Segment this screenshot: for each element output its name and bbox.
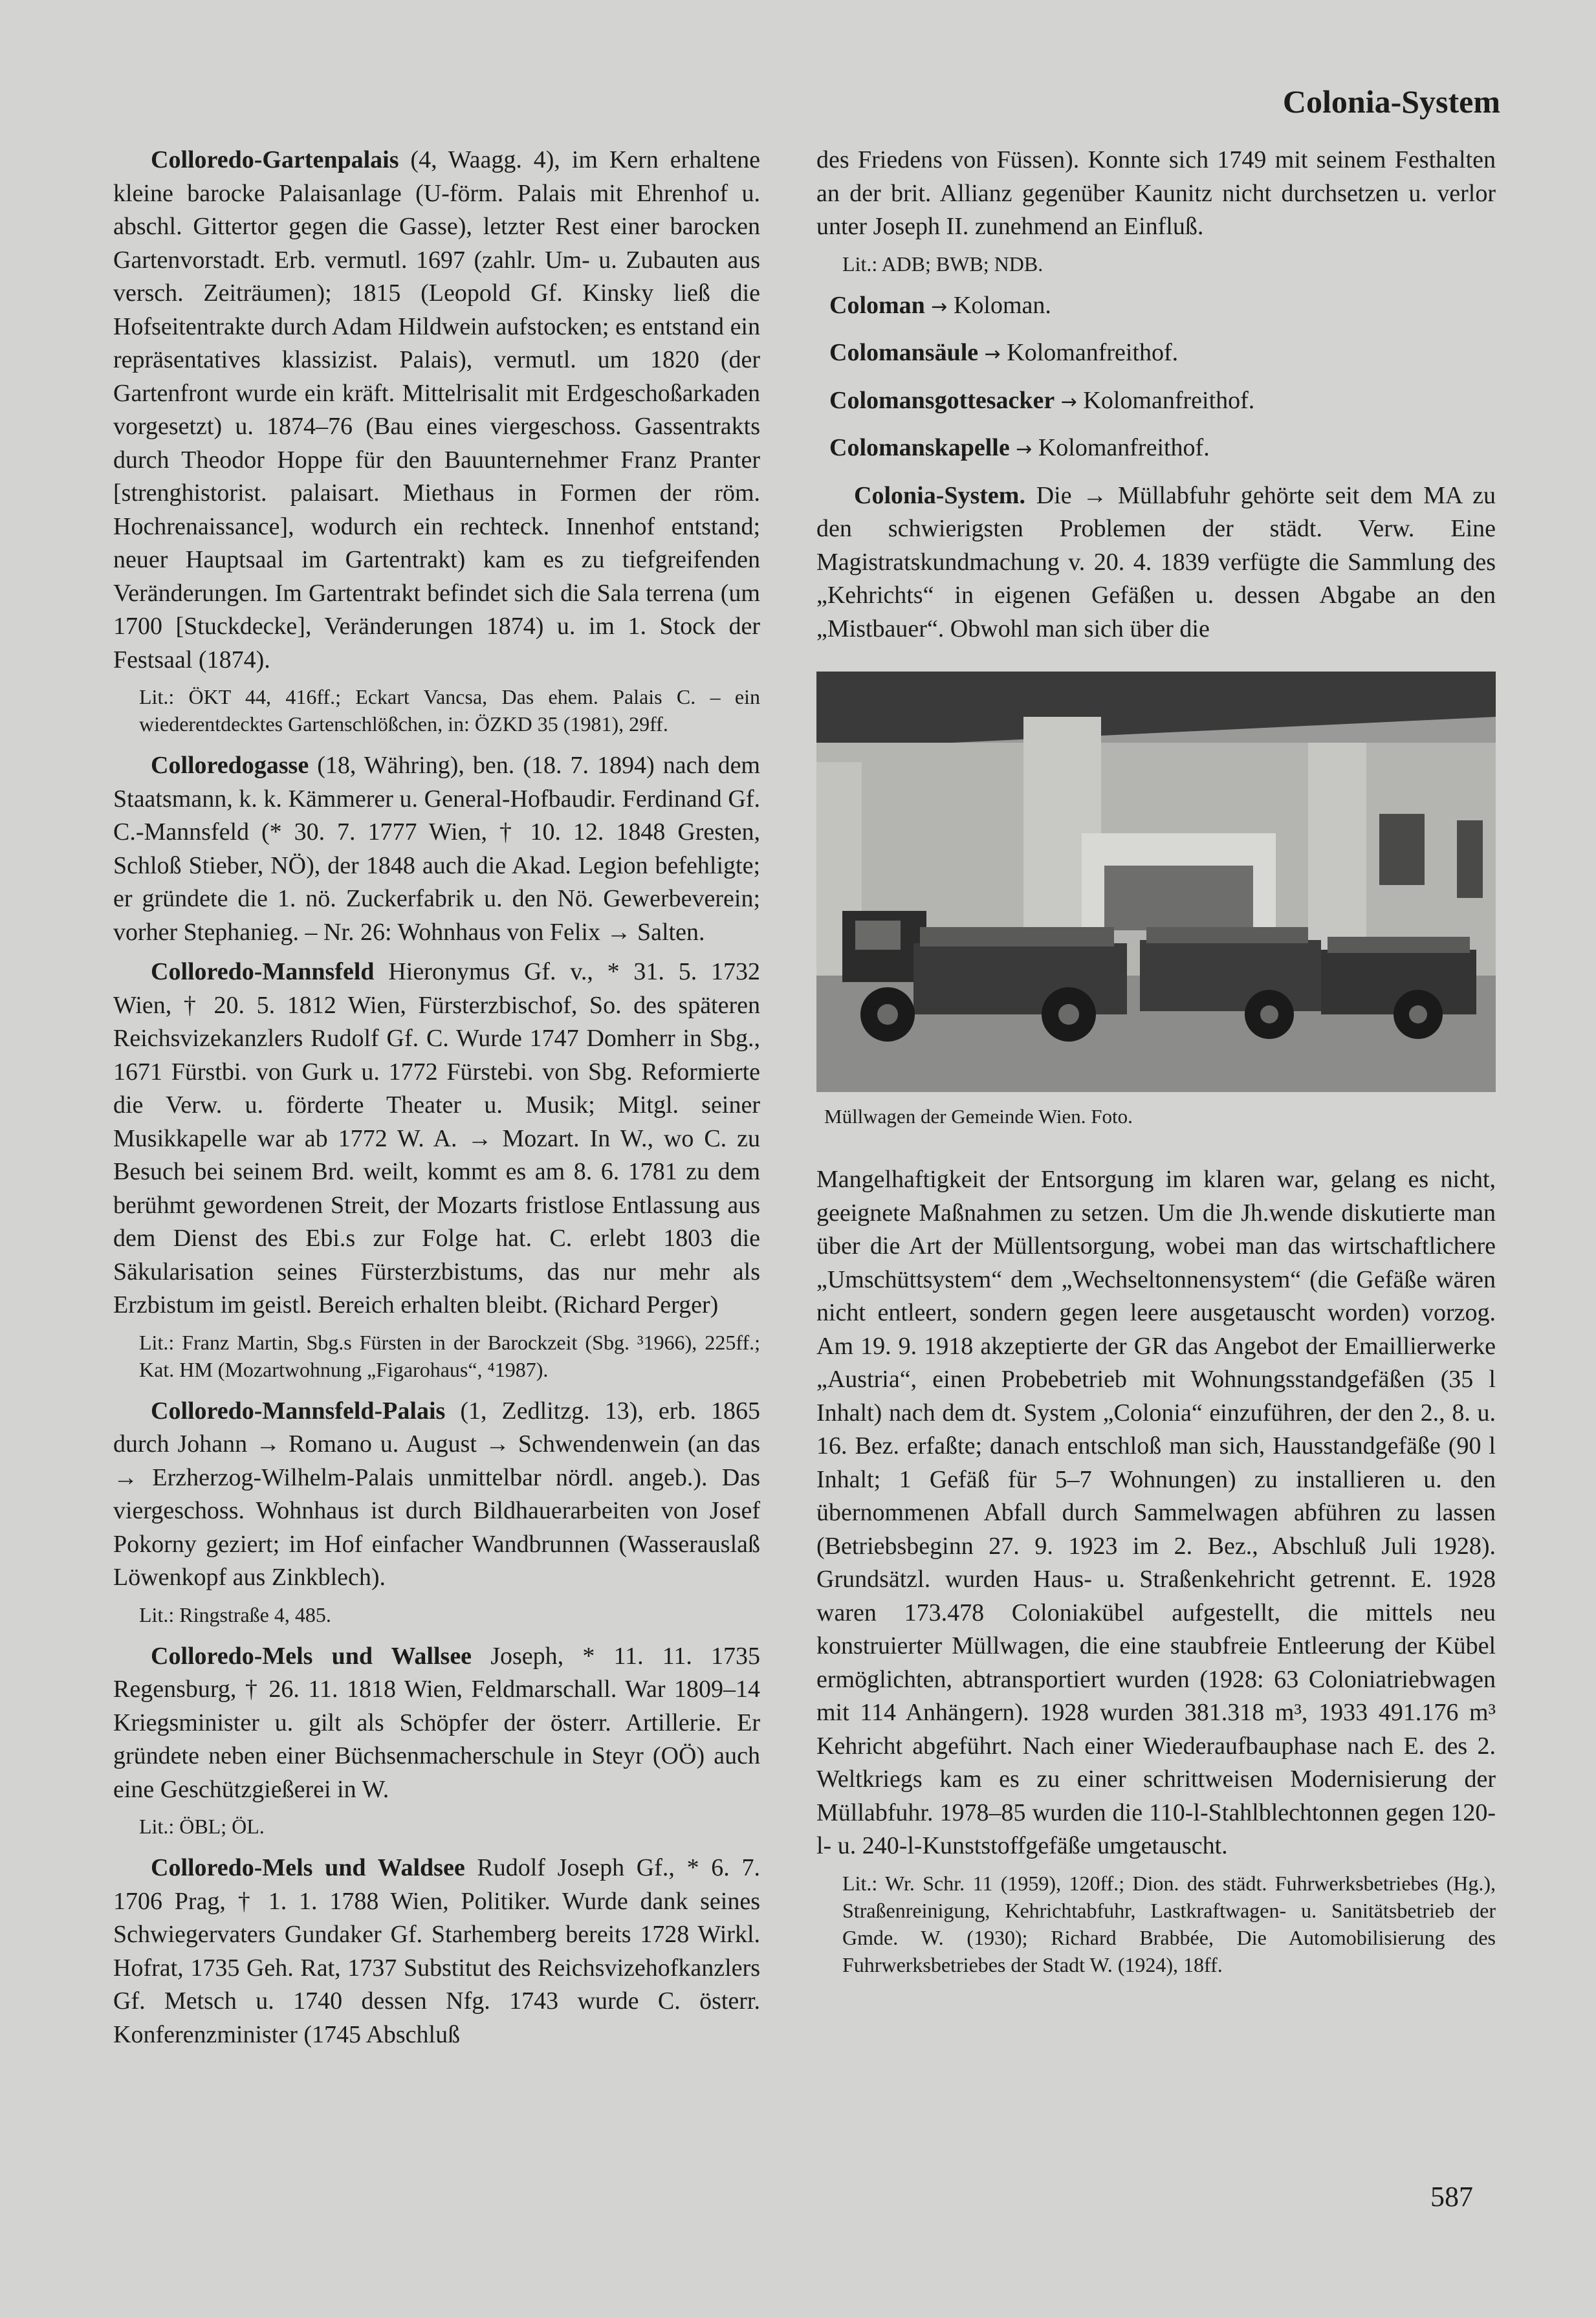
xref-target: Kolomanfreithof. — [1038, 434, 1210, 461]
arrow-icon: → — [984, 343, 1001, 366]
entry-colonia-system — [816, 479, 1496, 646]
literature-note: Lit.: Wr. Schr. 11 (1959), 120ff.; Dion. des städt. Fuhrwerksbetriebes (Hg.), Straßenreinigung, Kehrichtabfuhr, Lastkraftwagen- u. Sanitätsbetrieb der Gmde. W. (1930); Richard Brabbée, Die Automobilisierung des Fuhrwerksbetriebes der Stadt W. (1924), 18ff. — [842, 1871, 1496, 1976]
garbage-truck-photo — [816, 672, 1496, 1092]
entry-head: Colloredogasse — [151, 752, 309, 779]
literature-note: Lit.: Franz Martin, Sbg.s Fürsten in der Barockzeit (Sbg. ³1966), 225ff.; Kat. HM (Mozartwohnung „Figarohaus“, ⁴1987). — [139, 1330, 760, 1381]
arrow-icon: → — [1060, 390, 1077, 413]
literature-note: Lit.: Ringstraße 4, 485. — [139, 1602, 331, 1626]
entry-colloredo-mannsfeld-palais — [113, 1395, 760, 1595]
truck-photo-illustration — [816, 672, 1496, 1092]
entry-text: (18, Währing), ben. (18. 7. 1894) nach dem Staatsmann, k. k. Kämmerer u. General-Hofbaudir. Ferdinand Gf. C.-Mannsfeld (* 30. 7. 1777 Wien, † 10. 12. 1848 Gresten, Schloß Stieber, NÖ), der 1848 auch die Akad. Legion befehligte; er gründete die 1. nö. Zuckerfabrik u. den Nö. Gewerbeverein; vorher Stephanieg. – Nr. 26: Wohnhaus von Felix → Salten. — [113, 752, 760, 946]
entry-colloredo-gartenpalais — [113, 144, 760, 677]
entry-head: Colloredo-Gartenpalais — [151, 146, 399, 173]
entry-colloredo-mels-wallsee — [113, 1640, 760, 1807]
xref-head: Coloman — [829, 291, 925, 319]
entry-text: Rudolf Joseph Gf., * 6. 7. 1706 Prag, † 1. 1. 1788 Wien, Politiker. Wurde dank seines Schwiegervaters Gundaker Gf. Starhemberg bereits 1728 Wirkl. Hofrat, 1735 Geh. Rat, 1737 Substitut des Reichsvizehofkanzlers Gf. Metsch u. 1740 dessen Nfg. 1743 wurde C. österr. Konferenzminister (1745 Abschluß — [113, 1854, 760, 2048]
literature-note: Lit.: ADB; BWB; NDB. — [842, 252, 1044, 276]
entry-colloredo-mels-waldsee — [113, 1852, 760, 2051]
left-column — [113, 144, 760, 2058]
page-number: 587 — [1430, 2181, 1473, 2213]
cross-reference-colomansgottesacker — [816, 384, 1496, 419]
cross-reference-coloman — [816, 289, 1496, 324]
entry-continuation: des Friedens von Füssen). Konnte sich 1749 mit seinem Festhalten an der brit. Allianz gegenüber Kaunitz nicht durchsetzen u. verlor unter Joseph II. zunehmend an Einfluß. — [816, 146, 1496, 240]
running-head: Colonia-System — [1282, 83, 1500, 120]
xref-target: Kolomanfreithof. — [1083, 386, 1255, 414]
photo-caption: Müllwagen der Gemeinde Wien. Foto. — [824, 1105, 1133, 1128]
xref-target: Kolomanfreithof. — [1007, 339, 1179, 366]
right-column — [816, 144, 1496, 1990]
cross-reference-colomanskapelle — [816, 432, 1496, 466]
entry-head: Colonia-System. — [854, 481, 1025, 509]
arrow-icon: → — [1016, 438, 1033, 461]
entry-colonia-system-continued: Mangelhaftigkeit der Entsorgung im klaren war, gelang es nicht, geeignete Maßnahmen zu setzen. Um die Jh.wende diskutierte man über die Art der Müllentsorgung, wobei man das wirtschaftlichere „Umschüttsystem“ dem „Wechseltonnensystem“ (die Gefäße wären nicht entleert, sondern gegen leere ausgetauscht worden) vorzog. Am 19. 9. 1918 akzeptierte der GR das Angebot der Emaillierwerke „Austria“, einen Probebetrieb mit Wohnungsstandgefäßen (35 l Inhalt) nach dem dt. System „Colonia“ einzuführen, der den 2., 8. u. 16. Bez. erfaßte; danach entschloß man sich, Hausstandgefäße (90 l Inhalt; 1 Gefäß für 5–7 Wohnungen) zu installieren u. den übernommenen Abfall durch Sammelwagen abführen zu lassen (Betriebsbeginn 27. 9. 1923 im 2. Bez., Abschluß Juli 1928). Grundsätzl. wurden Haus- u. Straßenkehricht getrennt. E. 1928 waren 173.478 Coloniakübel aufgestellt, die mittels neu konstruierter Müllwagen, die eine staubfreie Entleerung der Kübel ermöglichten, abtransportiert wurden (1928: 63 Coloniatriebwagen mit 114 Anhängern). 1928 wurden 381.318 m³, 1933 491.176 m³ Kehricht abgeführt. Nach einer Wiederaufbauphase nach E. des 2. Weltkriegs kam es zu einer schrittweisen Modernisierung der Müllabfuhr. 1978–85 wurden die 110-l-Stahlblechtonnen gegen 120-l- u. 240-l-Kunststoffgefäße umgetauscht. — [816, 1166, 1496, 1859]
entry-text: (4, Waagg. 4), im Kern erhaltene kleine barocke Palaisanlage (U-förm. Palais mit Ehrenhof u. abschl. Gittertor gegen die Gasse), letzter Rest einer barocken Gartenvorstadt. Erb. vermutl. 1697 (zahlr. Um- u. Zubauten aus versch. Zeiträumen); 1815 (Leopold Gf. Kinsky ließ die Hofseitentrakte durch Adam Hildwein aufstocken; es entstand ein repräsentatives klassizist. Palais), vermutl. um 1820 (der Gartenfront wurde ein kräft. Mittelrisalit mit Erdgeschoßarkaden vorgesetzt) u. 1874–76 (Bau eines viergeschoss. Gassentrakts durch Theodor Hoppe für den Bauunternehmer Franz Pranter [strenghistorist. palaisart. Miethaus in Formen der röm. Hochrenaissance], wodurch ein rechteck. Innenhof entstand; neuer Hauptsaal im Gartentrakt) kam es zu tiefgreifenden Veränderungen. Im Gartentrakt befindet sich die Sala terrena (um 1700 [Stuckdecke], Veränderungen 1874) u. im 1. Stock der Festsaal (1874). — [113, 146, 760, 673]
entry-colloredogasse — [113, 749, 760, 949]
entry-colloredo-mannsfeld — [113, 956, 760, 1322]
literature-note: Lit.: ÖBL; ÖL. — [139, 1815, 265, 1838]
entry-head: Colloredo-Mannsfeld — [151, 958, 375, 985]
entry-text: (1, Zedlitzg. 13), erb. 1865 durch Johann → Romano u. August → Schwendenwein (an das → Erzherzog-Wilhelm-Palais unmittelbar nördl. angeb.). Das viergeschoss. Wohnhaus ist durch Bildhauerarbeiten von Josef Pokorny geziert; im Hof einfacher Wandbrunnen (Wasserauslaß Löwenkopf aus Zinkblech). — [113, 1397, 760, 1591]
entry-head: Colloredo-Mannsfeld-Palais — [151, 1397, 446, 1425]
entry-head: Colloredo-Mels und Waldsee — [151, 1854, 465, 1881]
xref-target: Koloman. — [953, 291, 1051, 319]
entry-text: Joseph, * 11. 11. 1735 Regensburg, † 26. 11. 1818 Wien, Feldmarschall. War 1809–14 Kriegsminister u. gilt als Schöpfer der österr. Artillerie. Er gründete neben einer Büchsenmacherschule in Steyr (OÖ) auch eine Geschützgießerei in W. — [113, 1642, 760, 1803]
entry-text: Die → Müllabfuhr gehörte seit dem MA zu den schwierigsten Problemen der städt. Verw. Eine Magistratskundmachung v. 20. 4. 1839 verfügte die Sammlung des „Kehrichts“ in eigenen Gefäßen u. dessen Abgabe an den „Mistbauer“. Obwohl man sich über die — [816, 481, 1496, 642]
arrow-icon: → — [931, 295, 948, 318]
literature-note: Lit.: ÖKT 44, 416ff.; Eckart Vancsa, Das ehem. Palais C. – ein wiederentdecktes Gartenschlößchen, in: ÖZKD 35 (1981), 29ff. — [139, 685, 760, 736]
cross-reference-colomansaeule — [816, 336, 1496, 371]
xref-head: Colomanskapelle — [829, 434, 1010, 461]
xref-head: Colomansäule — [829, 339, 979, 366]
entry-head: Colloredo-Mels und Wallsee — [151, 1642, 472, 1670]
entry-text: Hieronymus Gf. v., * 31. 5. 1732 Wien, † 20. 5. 1812 Wien, Fürsterzbischof, So. des späteren Reichsvizekanzlers Rudolf Gf. C. Wurde 1747 Domherr in Sbg., 1671 Fürstbi. von Gurk u. 1772 Fürstebi. von Sbg. Reformierte die Verw. u. förderte Theater u. Musik; Mitgl. seiner Musikkapelle war ab 1772 W. A. → Mozart. In W., wo C. zu Besuch bei seinem Brd. weilt, kommt es am 8. 6. 1781 zu dem berühmt gewordenen Streit, der Mozarts fristlose Entlassung aus dem Dienst des Ebi.s zur Folge hat. C. erlebt 1803 die Säkularisation seines Fürsterzbistums, das nur mehr als Erzbistum im geistl. Bereich erhalten bleibt. (Richard Perger) — [113, 958, 760, 1318]
xref-head: Colomansgottesacker — [829, 386, 1055, 414]
